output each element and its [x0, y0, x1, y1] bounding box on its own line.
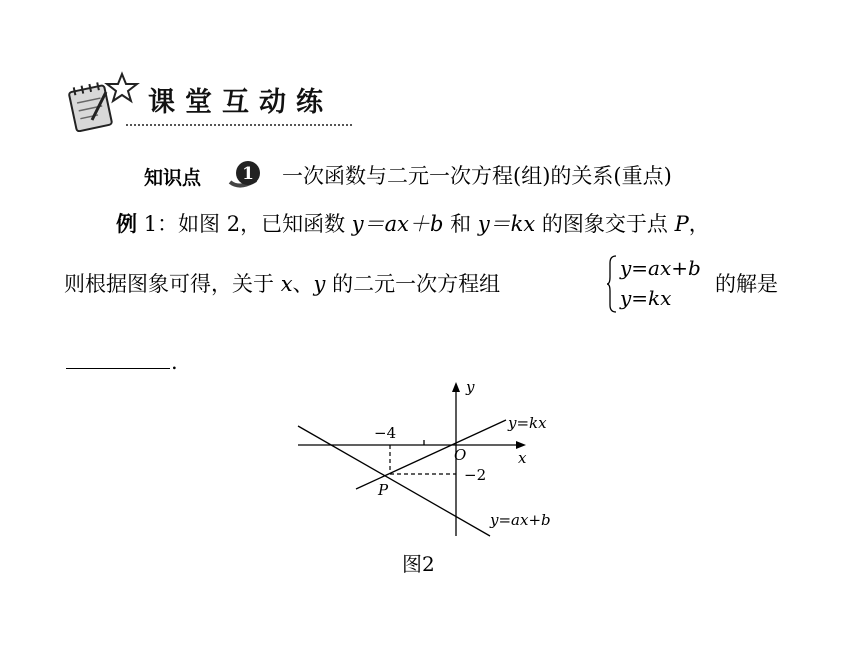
- y-axis-arrow-icon: [452, 382, 460, 392]
- line-axb-label: y=ax+b: [490, 511, 551, 529]
- notepad-star-icon: [62, 70, 142, 132]
- answer-period: .: [171, 350, 178, 374]
- answer-blank[interactable]: [66, 348, 170, 369]
- section-heading: 课堂互动练: [148, 87, 333, 118]
- line-y-ax-b: [298, 426, 490, 536]
- variable-x: x: [280, 272, 293, 296]
- heading-divider: [126, 124, 352, 126]
- intersection-point: P: [674, 212, 689, 236]
- figure-caption: 图2: [402, 552, 435, 576]
- knowledge-point-title: 一次函数与二元一次方程(组)的关系(重点): [282, 164, 672, 188]
- solution-prompt: 的解是: [715, 272, 778, 296]
- example-text: 的图象交于点: [535, 212, 675, 236]
- system-equation-1: y=ax+b: [620, 256, 701, 280]
- function-1: y＝ax＋b: [351, 212, 444, 236]
- neg2-label: −2: [464, 466, 487, 484]
- example-text: 和: [443, 212, 478, 236]
- x-axis-label: x: [518, 449, 527, 467]
- neg4-label: −4: [374, 424, 397, 442]
- x-axis-arrow-icon: [516, 441, 526, 449]
- knowledge-point-label: 知识点: [144, 167, 202, 189]
- system-brace: [607, 255, 617, 313]
- system-equation-2: y=kx: [620, 286, 672, 310]
- example-line-2: [64, 268, 500, 298]
- knowledge-point-badge: [224, 158, 266, 192]
- example-text: ：如图 2，已知函数: [157, 212, 352, 236]
- example-number: 1: [143, 212, 158, 236]
- point-p-label: P: [378, 481, 389, 499]
- knowledge-point-number: 1: [242, 164, 254, 184]
- line-kx-label: y=kx: [508, 414, 547, 432]
- example-text: 、: [292, 272, 314, 296]
- variable-y: y: [313, 272, 326, 296]
- origin-label: O: [454, 446, 467, 464]
- function-2: y＝kx: [477, 212, 536, 236]
- example-label: 例: [116, 212, 137, 236]
- example-text: 则根据图象可得，关于: [64, 272, 281, 296]
- example-line-1: [116, 208, 710, 238]
- example-text: 的二元一次方程组: [325, 272, 501, 296]
- example-text: ，: [688, 212, 710, 236]
- y-axis-label: y: [466, 378, 475, 396]
- equation-system: [620, 253, 701, 313]
- figure-2-graph: [290, 378, 580, 540]
